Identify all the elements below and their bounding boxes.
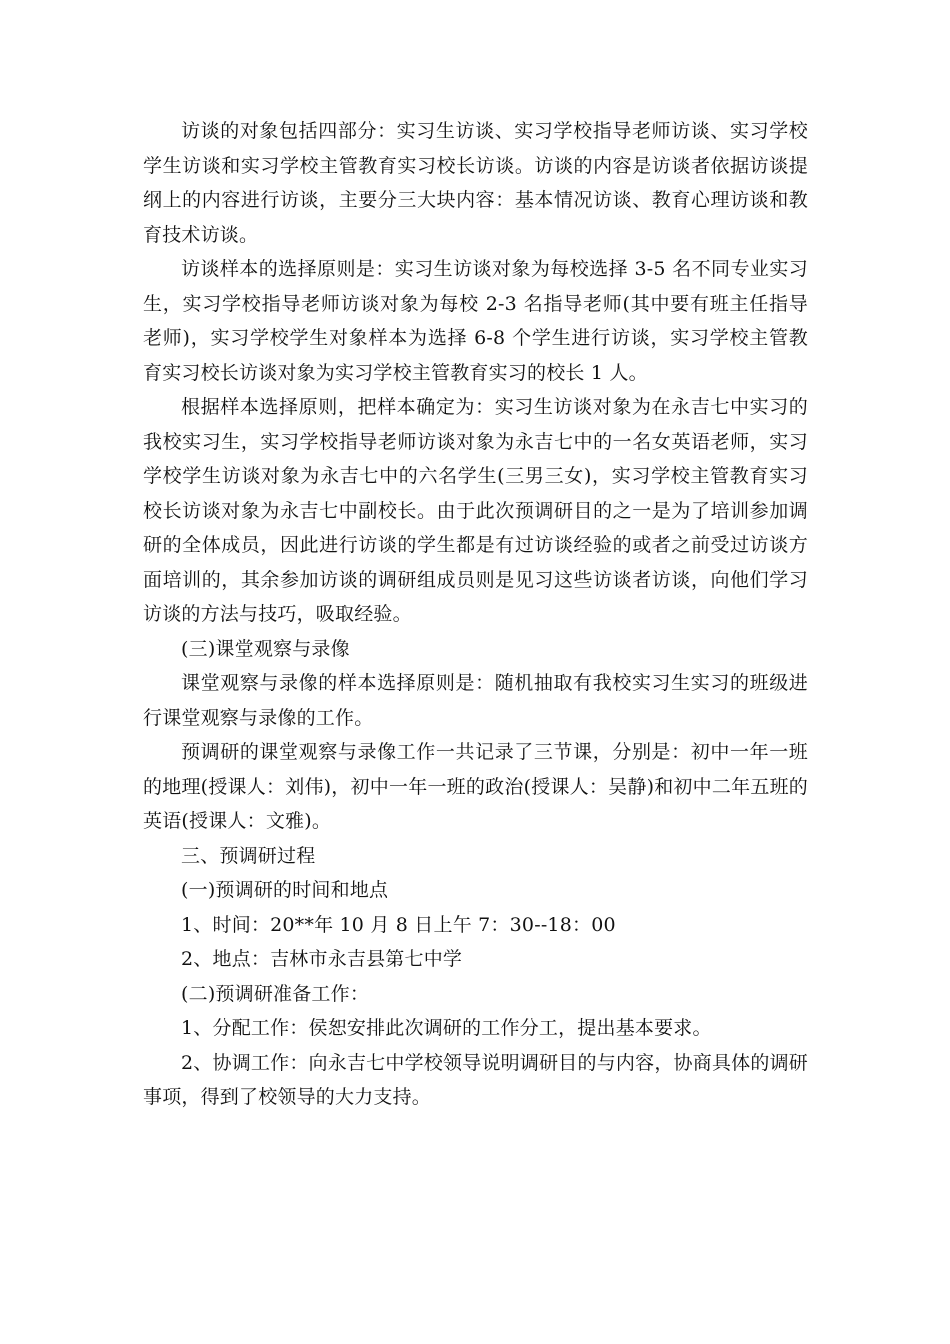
subsection-heading-time-place: (一)预调研的时间和地点	[181, 879, 389, 901]
paragraph-interview-subjects: 访谈的对象包括四部分：实习生访谈、实习学校指导老师访谈、实习学校学生访谈和实习学校主管教育实习校长访谈。访谈的内容是访谈者依据访谈提纲上的内容进行访谈，主要分三大块内容：基本情况访谈、教育心理访谈和教育技术访谈。	[143, 120, 808, 246]
subsection-heading-preparation: (二)预调研准备工作：	[181, 982, 370, 1005]
list-item-time: 1、时间：20**年 10 月 8 日上午 7：30--18：00	[181, 913, 616, 936]
paragraph-observation-principles: 课堂观察与录像的样本选择原则是：随机抽取有我校实习生实习的班级进行课堂观察与录像的工作。	[143, 672, 808, 729]
list-item-coordination: 2、协调工作：向永吉七中学校领导说明调研目的与内容，协商具体的调研事项，得到了校领导的大力支持。	[143, 1051, 808, 1108]
section-heading-process: 三、预调研过程	[181, 844, 316, 867]
paragraph-sampling-principles: 访谈样本的选择原则是：实习生访谈对象为每校选择 3-5 名不同专业实习生，实习学校指导老师访谈对象为每校 2-3 名指导老师(其中要有班主任指导老师)，实习学校学生对象样本为选择 6-8 个学生进行访谈，实习学校主管教育实习校长访谈对象为实习学校主管教育实习的校长 1 人。	[143, 258, 808, 384]
paragraph-observation-records: 预调研的课堂观察与录像工作一共记录了三节课，分别是：初中一年一班的地理(授课人：刘伟)，初中一年一班的政治(授课人：吴静)和初中二年五班的英语(授课人：文雅)。	[143, 741, 808, 832]
list-item-assign-work: 1、分配工作：侯恕安排此次调研的工作分工，提出基本要求。	[181, 1017, 712, 1039]
document-body	[143, 114, 808, 1115]
list-item-place: 2、地点：吉林市永吉县第七中学	[181, 948, 463, 970]
section-heading-classroom-observation: (三)课堂观察与录像	[181, 637, 350, 660]
paragraph-sample-determination: 根据样本选择原则，把样本确定为：实习生访谈对象为在永吉七中实习的我校实习生，实习学校指导老师访谈对象为永吉七中的一名女英语老师，实习学校学生访谈对象为永吉七中的六名学生(三男三女)，实习学校主管教育实习校长访谈对象为永吉七中副校长。由于此次预调研目的之一是为了培训参加调研的全体成员，因此进行访谈的学生都是有过访谈经验的或者之前受过访谈方面培训的，其余参加访谈的调研组成员则是见习这些访谈者访谈，向他们学习访谈的方法与技巧，吸取经验。	[143, 396, 808, 625]
